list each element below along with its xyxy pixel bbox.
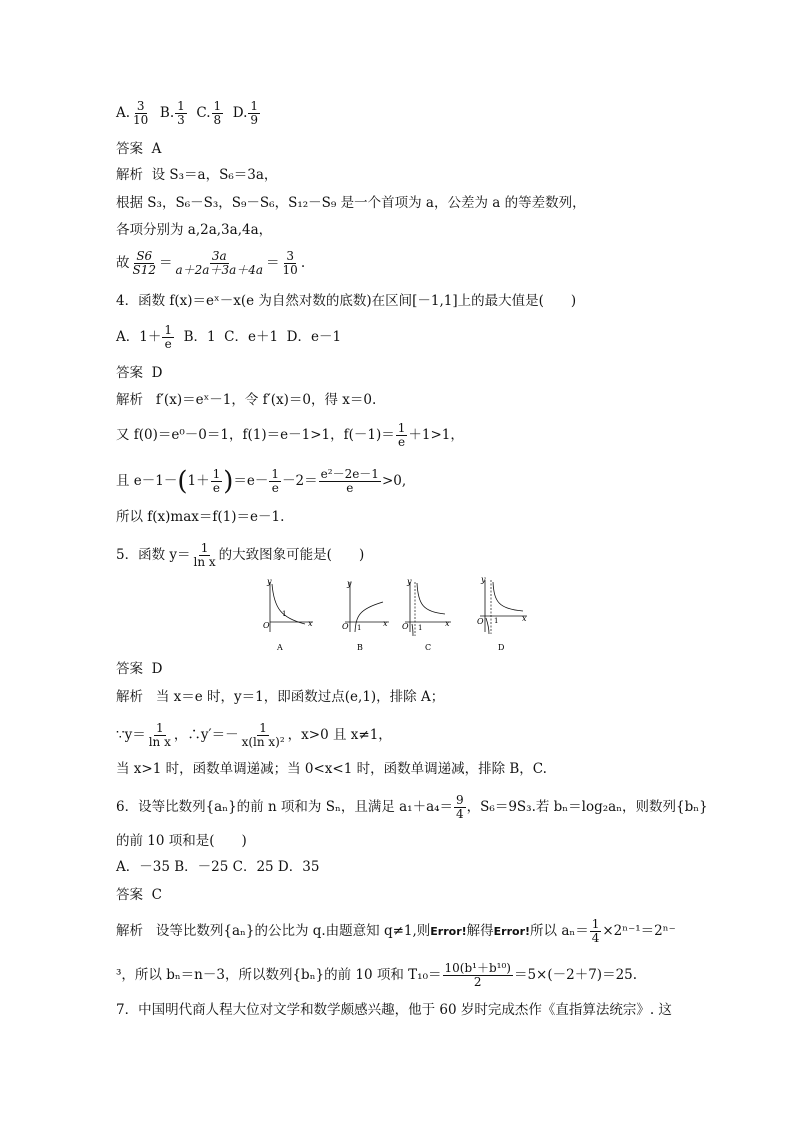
q5-graph-options xyxy=(255,574,555,654)
q4-analysis-line3: 且 e－1－(1＋ $\frac{1}{e}$ )＝e－ $\frac{1}{e}$ －2＝ $\frac{\text{e²－2e－1}}{e}$ >0, xyxy=(116,466,407,497)
q6-analysis-line2: ³，所以 bₙ＝n－3，所以数列{bₙ}的前 10 项和 T₁₀＝ $\frac{\text{10(b¹＋b¹⁰)}}{2}$ ＝5×(－2＋7)＝25. xyxy=(116,961,638,989)
svg-text:x: x xyxy=(383,619,388,628)
error-marker: Error! xyxy=(493,925,531,938)
error-marker: Error! xyxy=(430,925,467,938)
q5-analysis-line2: ∵y＝ $\frac{1}{\text{ln x}}$ ，∴y′＝－ $\frac{1}{\text{x(ln x)²}}$ ，x>0 且 x≠1， xyxy=(116,721,392,749)
option-d-label: D. xyxy=(232,105,248,121)
option-d-fraction: $\frac{1}{9}$ xyxy=(250,99,259,127)
q4-stem: 4．函数 f(x)＝eˣ－x(e 为自然对数的底数)在区间[－1,1]上的最大值是( ) xyxy=(116,293,577,309)
svg-text:O: O xyxy=(402,622,409,631)
q6-options: A．－35 B．－25 C．25 D．35 xyxy=(116,859,320,875)
q3-analysis-line2: 根据 S₃，S₆－S₃，S₉－S₆，S₁₂－S₉ 是一个首项为 a，公差为 a 的等差数列， xyxy=(116,195,586,211)
q4-options: A．1＋ $\frac{1}{e}$ B．1 C．e＋1 D．e－1 xyxy=(116,323,342,351)
option-c-fraction: $\frac{1}{8}$ xyxy=(213,99,222,127)
svg-text:y: y xyxy=(407,577,412,586)
graph-c xyxy=(402,577,451,652)
q4-answer: 答案 D xyxy=(116,365,163,381)
q3-options xyxy=(116,100,261,127)
q6-stem-line2: 的前 10 项和是( ) xyxy=(116,833,247,849)
svg-text:1: 1 xyxy=(357,624,362,632)
svg-text:x: x xyxy=(308,619,313,628)
q5-analysis-line1: 解析 当 x＝e 时，y＝1，即函数过点(e,1)，排除 A； xyxy=(116,689,445,705)
svg-text:D: D xyxy=(498,643,505,652)
q5-analysis-line3: 当 x>1 时，函数单调递减；当 0<x<1 时，函数单调递减，排除 B，C. xyxy=(116,761,547,777)
svg-text:O: O xyxy=(477,617,484,626)
graph-b xyxy=(342,579,389,652)
q5-stem: 5．函数 y＝ $\frac{1}{\text{ln x}}$ 的大致图象可能是( ) xyxy=(116,541,365,569)
svg-text:x: x xyxy=(445,619,450,628)
svg-text:x: x xyxy=(522,614,527,623)
option-a-fraction: $\frac{3}{10}$ xyxy=(133,99,149,127)
q4-analysis-line2: 又 f(0)＝e⁰－0＝1，f(1)＝e－1>1，f(－1)＝ $\frac{1}{e}$ ＋1>1， xyxy=(116,421,464,449)
q6-answer: 答案 C xyxy=(116,887,162,903)
svg-text:y: y xyxy=(481,575,486,584)
q3-analysis-line1: 解析 设 S₃＝a，S₆＝3a， xyxy=(116,167,278,183)
graph-d xyxy=(477,575,527,652)
svg-text:1: 1 xyxy=(418,624,423,632)
svg-text:C: C xyxy=(425,643,432,652)
graph-a xyxy=(263,577,313,652)
q7-stem: 7．中国明代商人程大位对文学和数学颇感兴趣，他于 60 岁时完成杰作《直指算法统宗》. 这 xyxy=(116,1002,672,1018)
option-b-fraction: $\frac{1}{3}$ xyxy=(177,99,185,127)
svg-text:y: y xyxy=(267,577,272,586)
svg-text:1: 1 xyxy=(494,617,499,625)
q4-analysis-line1: 解析 f′(x)＝eˣ－1，令 f′(x)＝0，得 x＝0. xyxy=(116,392,377,408)
svg-text:y: y xyxy=(347,579,352,588)
svg-text:1: 1 xyxy=(282,610,287,618)
q6-analysis-line1: 解析 设等比数列{aₙ}的公比为 q.由题意知 q≠1,则Error!解得Error!所以 aₙ＝ $\frac{1}{4}$ ×2ⁿ⁻¹＝2ⁿ⁻ xyxy=(116,917,676,945)
svg-text:O: O xyxy=(263,621,270,630)
q6-stem-line1: 6．设等比数列{aₙ}的前 n 项和为 Sₙ，且满足 a₁＋a₄＝ $\frac{9}{4}$ ，S₆＝9S₃.若 bₙ＝log₂aₙ，则数列{bₙ} xyxy=(116,793,708,821)
q3-analysis-line4: 故 $\frac{S6}{S12}$ ＝ $\frac{3a}{a+2a+3a+4a}$ ＝ $\frac{3}{10}$ . xyxy=(116,249,306,277)
option-a-label: A. xyxy=(116,105,131,121)
q5-answer: 答案 D xyxy=(116,661,163,677)
q4-analysis-line4: 所以 f(x)max＝f(1)＝e－1. xyxy=(116,509,285,525)
q3-analysis-line3: 各项分别为 a,2a,3a,4a， xyxy=(116,222,273,238)
q3-answer: 答案 A xyxy=(116,141,162,157)
option-b-label: B. xyxy=(159,105,175,121)
option-c-label: C. xyxy=(196,105,211,121)
svg-text:A: A xyxy=(277,643,283,652)
svg-text:B: B xyxy=(357,643,363,652)
svg-text:O: O xyxy=(342,622,349,631)
